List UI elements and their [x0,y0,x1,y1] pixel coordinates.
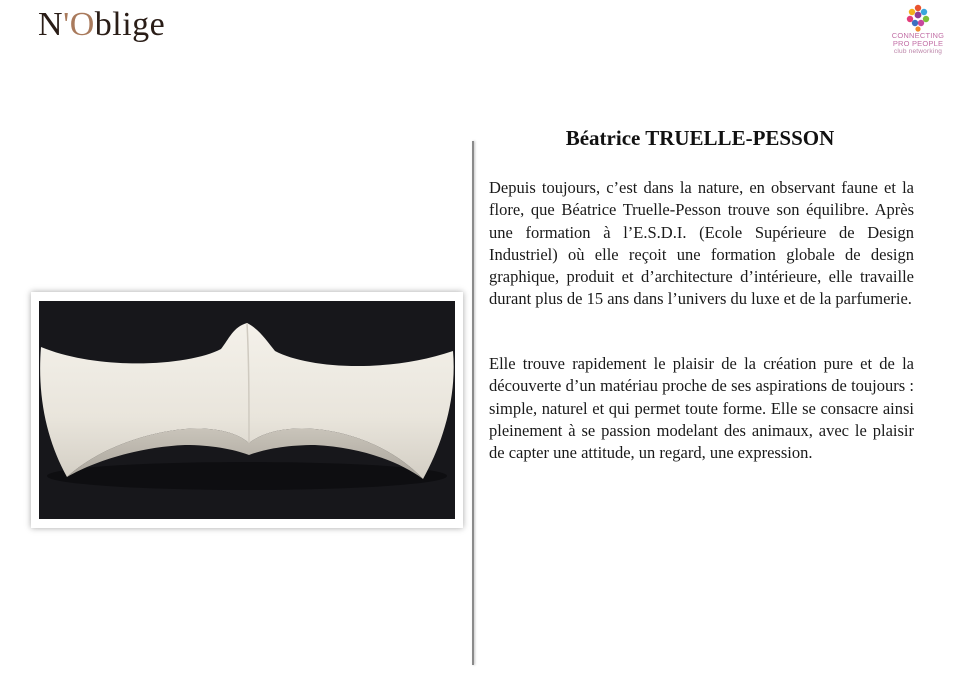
artwork-photo-frame [31,292,463,528]
brand-logo [38,6,165,44]
partner-logo [878,4,958,60]
colorful-people-cluster-icon [903,4,933,32]
artist-name-heading: Béatrice TRUELLE-PESSON [565,126,835,150]
brand-logo-part2: blige [94,6,166,43]
whale-tail-sculpture-photo [39,301,455,519]
artist-bio-paragraph-2: Elle trouve rapidement le plaisir de la création pure et de la découverte d’un matériau proche de ses aspirations de toujours : simple, naturel et qui permet toute forme. Elle se consacre ainsi pleinement à se passion modelant des animaux, avec le plaisir de capter une attitude, un regard, une expression. [489,354,914,463]
brand-logo-part1: N [38,6,64,43]
brand-logo-accent: 'O [63,6,95,43]
artist-bio-paragraph-1: Depuis toujours, c’est dans la nature, en observant faune et la flore, que Béatrice Truelle-Pesson trouve son équilibre. Après une formation à l’E.S.D.I. (Ecole Supérieure de Design Industriel) où elle reçoit une formation globale de design graphique, produit et d’architecture d’intérieure, elle travaille durant plus de 15 ans dans l’univers du luxe et de la parfumerie. [489,178,914,309]
partner-logo-line1: CONNECTING [891,31,945,40]
vertical-divider [472,141,474,665]
partner-logo-line3: club networking [893,48,943,55]
partner-logo-line2: PRO PEOPLE [892,39,944,48]
